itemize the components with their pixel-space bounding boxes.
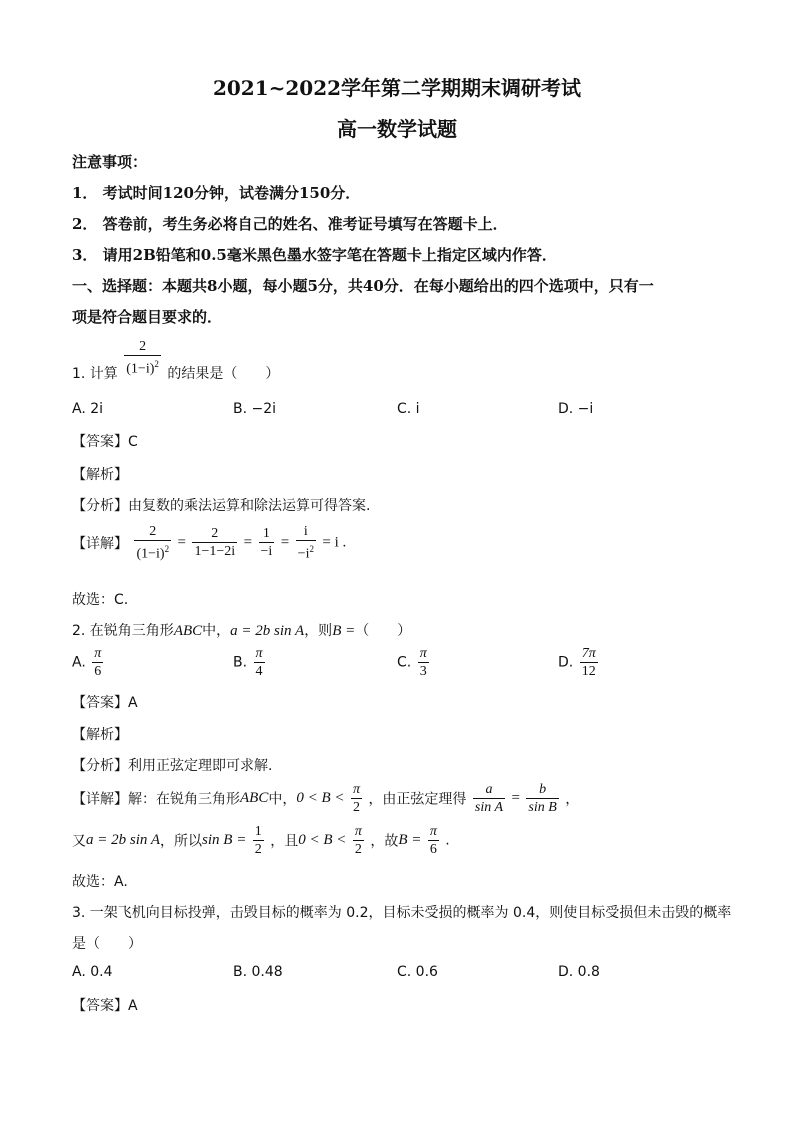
notice-item-1: 1． 考试时间120分钟，试卷满分150分． bbox=[72, 184, 361, 202]
q1-suffix: 的结果是（ ） bbox=[167, 365, 280, 382]
q2-conclusion: 故选：A. bbox=[72, 874, 128, 890]
q3-option-a: A. 0.4 bbox=[72, 964, 113, 980]
q2-fenxi: 【分析】利用正弦定理即可求解. bbox=[72, 758, 273, 774]
q1-detail-frac-2: $\frac{2}{1-1-2i}$ bbox=[194, 526, 236, 560]
q1-option-a: A. 2i bbox=[72, 401, 104, 417]
question-2: 2. 在锐角三角形ABC中，a = 2b sin A，则B =（ ） bbox=[72, 623, 412, 639]
q1-answer: 【答案】C bbox=[72, 434, 138, 450]
q2-option-c: C. $\frac{\pi}{3}$ bbox=[397, 646, 427, 679]
question-3-line1: 3. 一架飞机向目标投弹，击毁目标的概率为 0.2，目标未受损的概率为 0.4，则使目标受损但未击毁的概率 bbox=[72, 905, 732, 921]
q3-option-d: D. 0.8 bbox=[558, 964, 600, 980]
section-heading-line1: 一、选择题：本题共8小题，每小题5分，共40分．在每小题给出的四个选项中，只有一 bbox=[72, 277, 654, 295]
q1-option-d: D. −i bbox=[558, 401, 594, 417]
section-heading-line2: 项是符合题目要求的． bbox=[72, 308, 223, 326]
q1-fraction: $\frac{2}{(1-i)^2}$ bbox=[126, 339, 159, 377]
q2-option-d: D. $\frac{7\pi}{12}$ bbox=[558, 646, 596, 679]
notice-item-3: 3． 请用2B铅笔和0.5毫米黑色墨水签字笔在答题卡上指定区域内作答． bbox=[72, 246, 557, 264]
q2-detail-line1: 【详解】解：在锐角三角形ABC中，0 < B < $\frac{\pi}{2}$ ，由正弦定理得 $\frac{a}{\text{sin A}}$ = $\frac{b}{\text{sin B}}$ ， bbox=[72, 782, 580, 815]
q1-detail-frac-4: $\frac{i}{-i^2}$ bbox=[297, 524, 314, 562]
q1-option-b: B. −2i bbox=[233, 401, 277, 417]
exam-subtitle: 高一数学试题 bbox=[337, 117, 457, 141]
q1-analysis-label: 【解析】 bbox=[72, 467, 128, 483]
question-3-line2: 是（ ） bbox=[72, 936, 142, 952]
q1-option-c: C. i bbox=[397, 401, 420, 417]
q1-detail-frac-3: $\frac{1}{-i}$ bbox=[260, 526, 273, 560]
q1-conclusion: 故选：C. bbox=[72, 592, 129, 608]
q3-option-c: C. 0.6 bbox=[397, 964, 438, 980]
q1-detail-frac-1: $\frac{2}{(1-i)^2}$ bbox=[136, 524, 170, 562]
q3-option-b: B. 0.48 bbox=[233, 964, 283, 980]
q2-analysis-label: 【解析】 bbox=[72, 727, 128, 743]
question-1 bbox=[72, 338, 279, 383]
q1-fenxi: 【分析】由复数的乘法运算和除法运算可得答案. bbox=[72, 498, 371, 514]
q1-prefix: 1. 计算 bbox=[72, 365, 118, 382]
notice-item-2: 2． 答卷前，考生务必将自己的姓名、准考证号填写在答题卡上． bbox=[72, 215, 508, 233]
exam-title: 2021~2022学年第二学期期末调研考试 bbox=[212, 76, 582, 100]
q2-option-a: A. $\frac{\pi}{6}$ bbox=[72, 646, 102, 679]
q3-answer: 【答案】A bbox=[72, 998, 138, 1014]
q2-option-b: B. $\frac{\pi}{4}$ bbox=[233, 646, 263, 679]
notice-heading: 注意事项： bbox=[72, 153, 148, 171]
q2-answer: 【答案】A bbox=[72, 695, 138, 711]
q2-detail-line2: 又a = 2b sin A，所以sin B = $\frac{1}{2}$ ，且0 < B < $\frac{\pi}{2}$ ，故B = $\frac{\pi}{6}$ . bbox=[72, 824, 450, 857]
q1-detail: 【详解】 $\frac{2}{(1-i)^2}$ = $\frac{2}{1-1-2i}$ = $\frac{1}{-i}$ = $\frac{i}{-i^2}$ = i . bbox=[72, 524, 347, 562]
